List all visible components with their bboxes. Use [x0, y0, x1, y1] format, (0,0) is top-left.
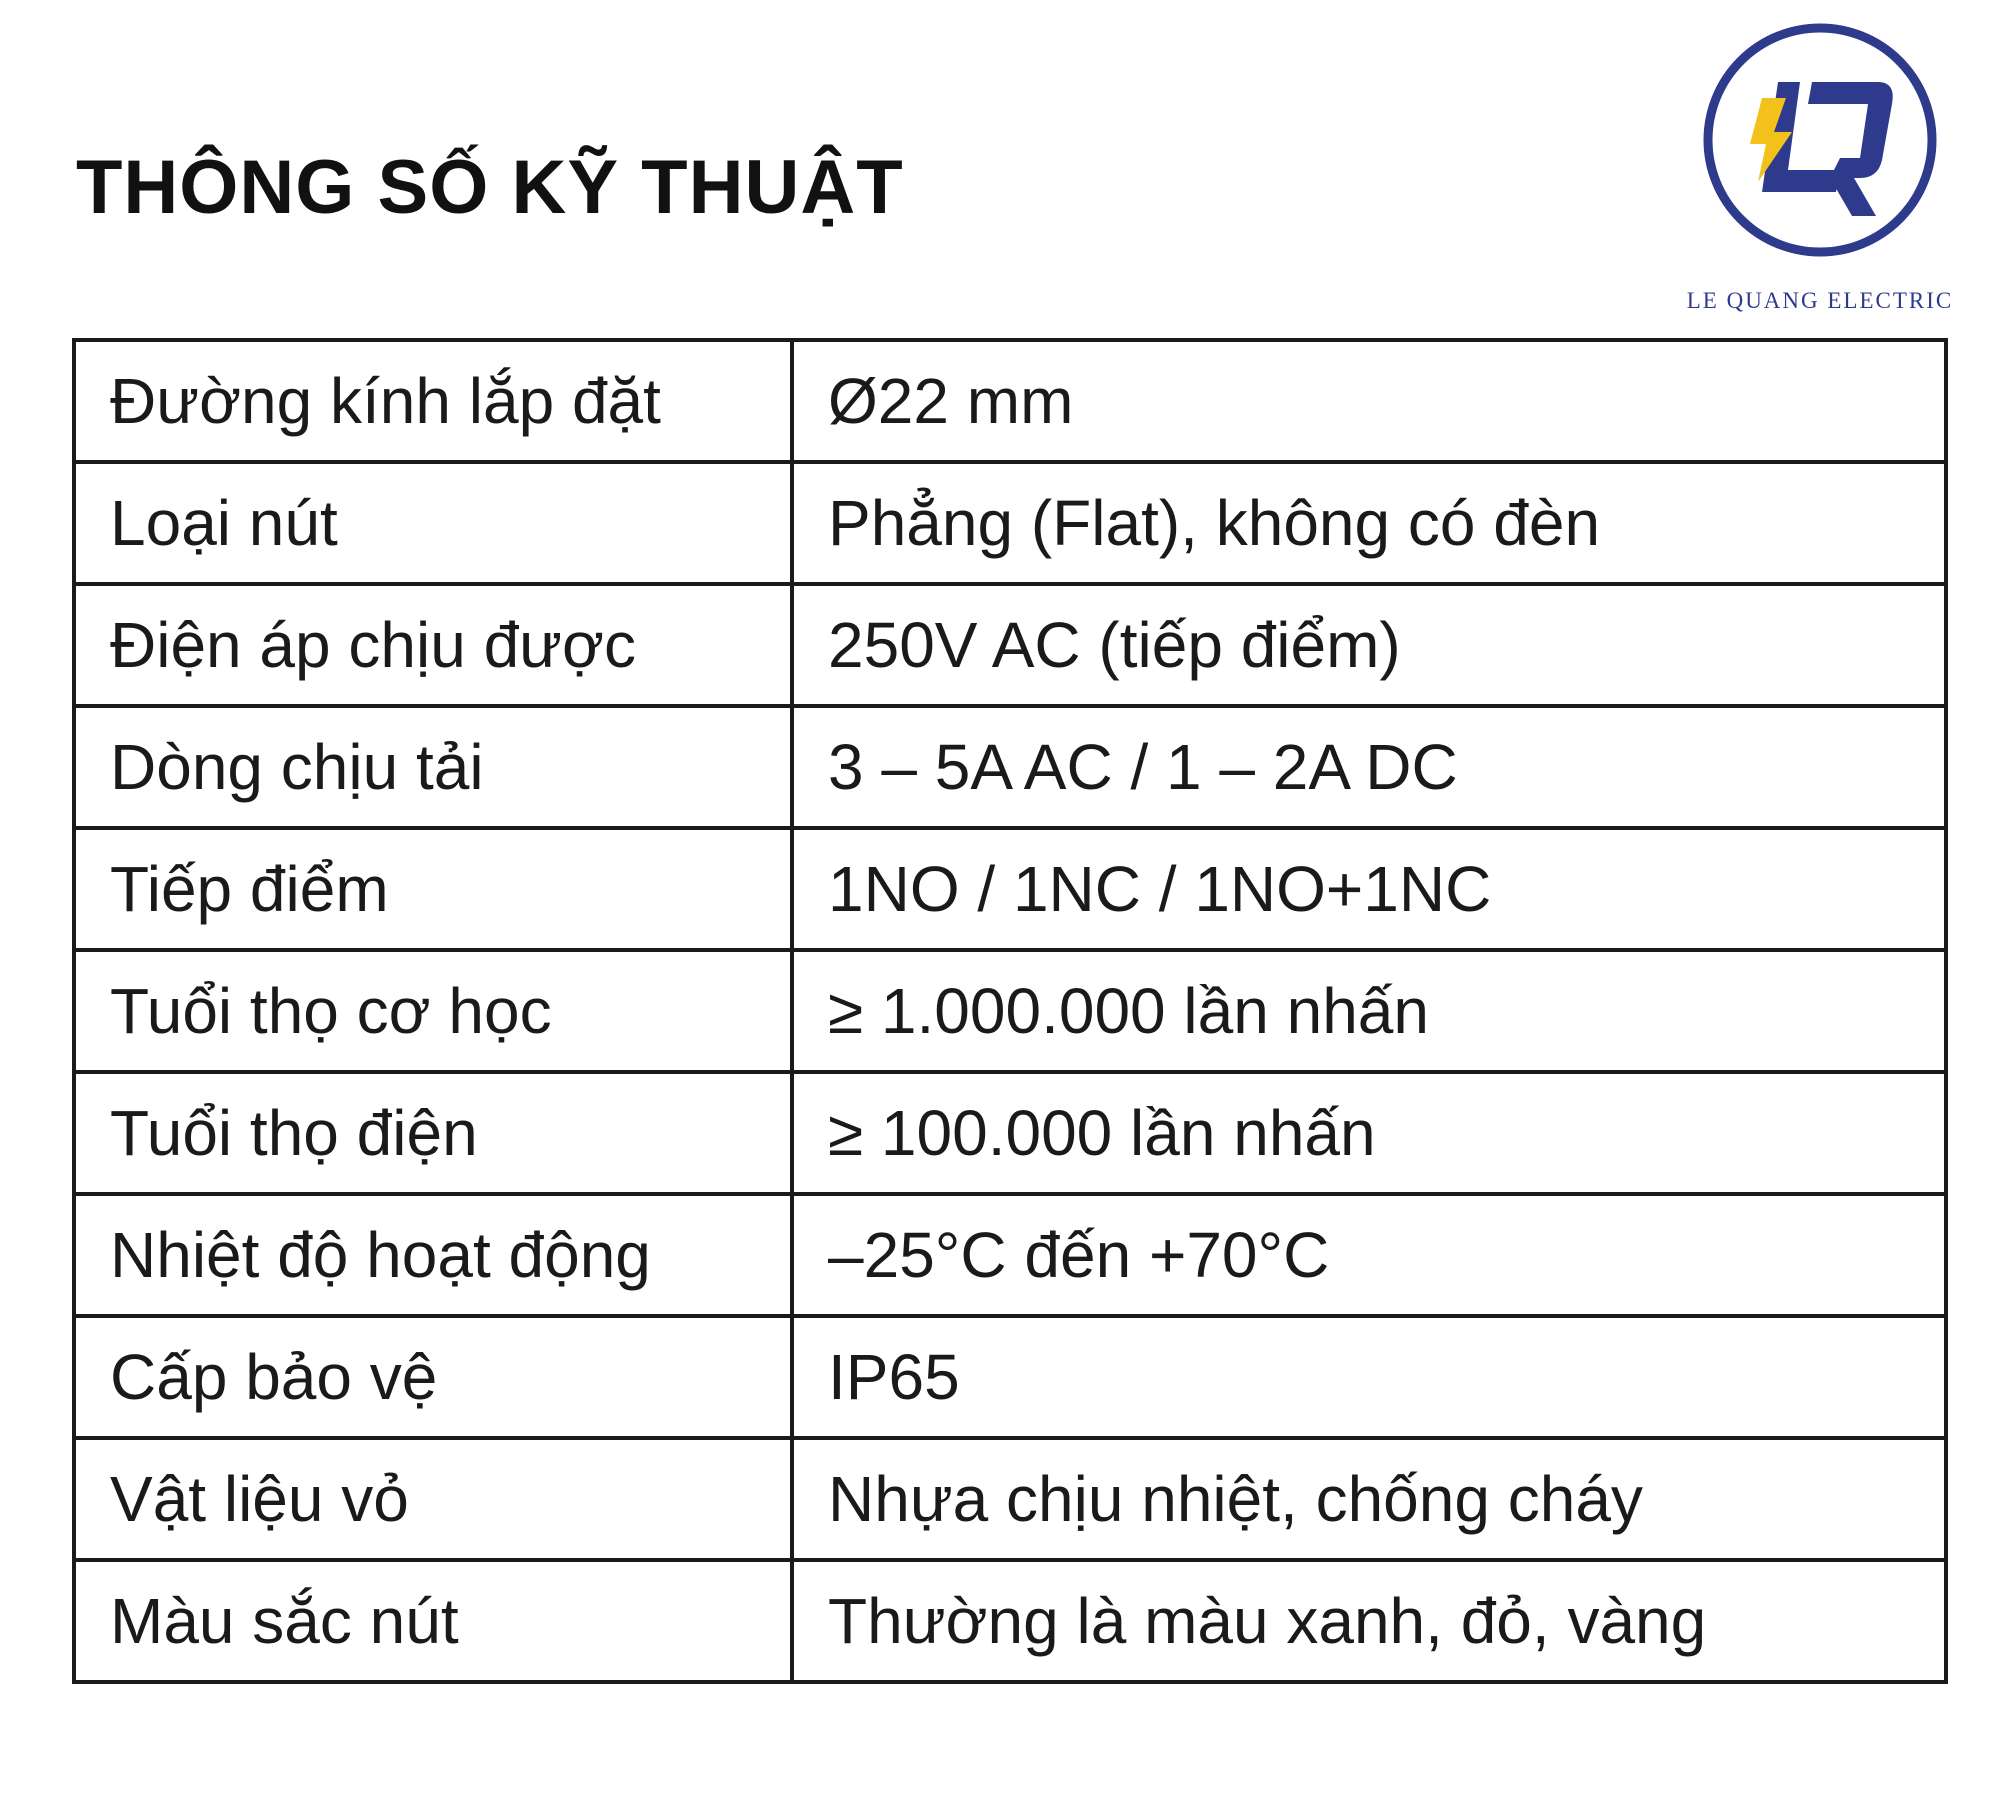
spec-value: 1NO / 1NC / 1NO+1NC: [792, 828, 1946, 950]
brand-logo: [1660, 20, 1980, 313]
page-title: THÔNG SỐ KỸ THUẬT: [76, 145, 904, 230]
spec-label: Tuổi thọ điện: [74, 1072, 792, 1194]
spec-label: Cấp bảo vệ: [74, 1316, 792, 1438]
spec-value: –25°C đến +70°C: [792, 1194, 1946, 1316]
spec-table: [72, 338, 1948, 1684]
table-row: [74, 950, 1946, 1072]
spec-label: Điện áp chịu được: [74, 584, 792, 706]
table-row: [74, 1438, 1946, 1560]
spec-label: Tiếp điểm: [74, 828, 792, 950]
table-row: [74, 584, 1946, 706]
table-row: [74, 340, 1946, 462]
table-row: [74, 1194, 1946, 1316]
spec-value: 250V AC (tiếp điểm): [792, 584, 1946, 706]
spec-label: Loại nút: [74, 462, 792, 584]
spec-label: Đường kính lắp đặt: [74, 340, 792, 462]
spec-value: Thường là màu xanh, đỏ, vàng: [792, 1560, 1946, 1682]
spec-label: Nhiệt độ hoạt động: [74, 1194, 792, 1316]
spec-label: Tuổi thọ cơ học: [74, 950, 792, 1072]
spec-value: Nhựa chịu nhiệt, chống cháy: [792, 1438, 1946, 1560]
spec-value: ≥ 1.000.000 lần nhấn: [792, 950, 1946, 1072]
spec-value: Ø22 mm: [792, 340, 1946, 462]
table-row: [74, 1560, 1946, 1682]
spec-value: Phẳng (Flat), không có đèn: [792, 462, 1946, 584]
spec-value: IP65: [792, 1316, 1946, 1438]
table-row: [74, 462, 1946, 584]
table-row: [74, 1072, 1946, 1194]
spec-label: Dòng chịu tải: [74, 706, 792, 828]
logo-text: LE QUANG ELECTRIC: [1686, 288, 1954, 313]
spec-label: Vật liệu vỏ: [74, 1438, 792, 1560]
spec-label: Màu sắc nút: [74, 1560, 792, 1682]
spec-value: ≥ 100.000 lần nhấn: [792, 1072, 1946, 1194]
table-row: [74, 1316, 1946, 1438]
table-row: [74, 828, 1946, 950]
table-row: [74, 706, 1946, 828]
logo-emblem-icon: [1700, 20, 1940, 260]
spec-value: 3 – 5A AC / 1 – 2A DC: [792, 706, 1946, 828]
